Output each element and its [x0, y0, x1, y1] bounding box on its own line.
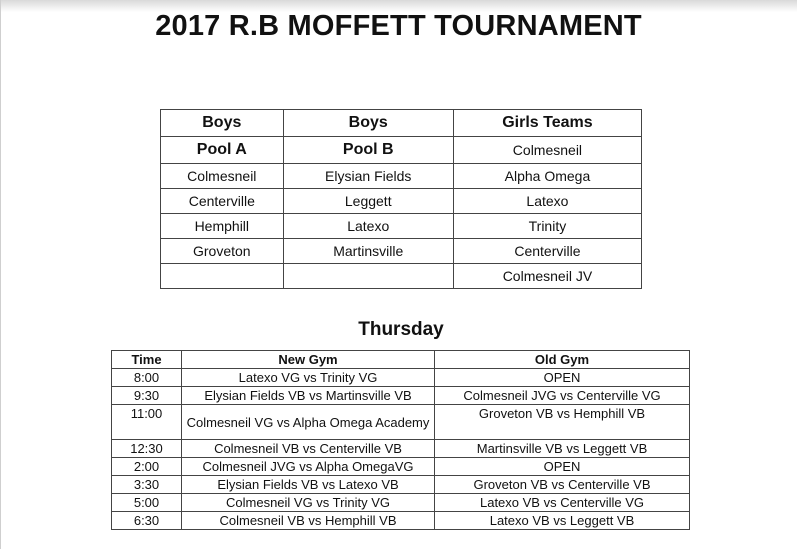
time-cell: 8:00	[112, 369, 182, 387]
old-gym-cell: Latexo VB vs Centerville VG	[435, 494, 690, 512]
team-cell: Centerville	[161, 189, 284, 214]
schedule-row	[112, 369, 690, 387]
left-edge	[0, 0, 1, 549]
new-gym-cell: Colmesneil VB vs Centerville VB	[182, 440, 435, 458]
team-cell: Groveton	[161, 239, 284, 264]
schedule-row	[112, 405, 690, 440]
new-gym-cell: Elysian Fields VB vs Latexo VB	[182, 476, 435, 494]
new-gym-cell: Elysian Fields VB vs Martinsville VB	[182, 387, 435, 405]
old-gym-header: Old Gym	[435, 351, 690, 369]
schedule-row	[112, 440, 690, 458]
team-cell: Centerville	[453, 239, 641, 264]
old-gym-cell: Latexo VB vs Leggett VB	[435, 512, 690, 530]
teams-row	[161, 214, 642, 239]
day-heading: Thursday	[358, 319, 444, 340]
girls-team-cell: Colmesneil	[453, 137, 641, 164]
time-cell: 6:30	[112, 512, 182, 530]
team-cell: Martinsville	[283, 239, 453, 264]
team-cell: Leggett	[283, 189, 453, 214]
team-cell: Trinity	[453, 214, 641, 239]
old-gym-cell: Groveton VB vs Centerville VB	[435, 476, 690, 494]
schedule-row	[112, 458, 690, 476]
new-gym-cell: Latexo VG vs Trinity VG	[182, 369, 435, 387]
team-cell: Hemphill	[161, 214, 284, 239]
teams-row	[161, 189, 642, 214]
team-cell: Colmesneil JV	[453, 264, 641, 289]
teams-header-cell: Boys	[161, 110, 284, 137]
team-cell: Alpha Omega	[453, 164, 641, 189]
schedule-row	[112, 476, 690, 494]
team-cell: Latexo	[453, 189, 641, 214]
team-cell: Colmesneil	[161, 164, 284, 189]
teams-pool-row	[161, 137, 642, 164]
time-cell: 9:30	[112, 387, 182, 405]
teams-header-cell: Boys	[283, 110, 453, 137]
schedule-row	[112, 387, 690, 405]
time-cell: 3:30	[112, 476, 182, 494]
schedule-table	[111, 350, 690, 530]
teams-table	[160, 109, 642, 289]
new-gym-cell: Colmesneil JVG vs Alpha OmegaVG	[182, 458, 435, 476]
team-cell: Latexo	[283, 214, 453, 239]
pool-b-heading: Pool B	[283, 137, 453, 164]
schedule-header-row	[112, 351, 690, 369]
old-gym-cell: OPEN	[435, 369, 690, 387]
teams-row	[161, 264, 642, 289]
time-cell: 12:30	[112, 440, 182, 458]
new-gym-cell: Colmesneil VG vs Trinity VG	[182, 494, 435, 512]
teams-header-cell: Girls Teams	[453, 110, 641, 137]
teams-row	[161, 164, 642, 189]
teams-header-row	[161, 110, 642, 137]
old-gym-cell: OPEN	[435, 458, 690, 476]
new-gym-header: New Gym	[182, 351, 435, 369]
team-cell: Elysian Fields	[283, 164, 453, 189]
time-header: Time	[112, 351, 182, 369]
teams-row	[161, 239, 642, 264]
team-cell	[283, 264, 453, 289]
time-cell: 11:00	[112, 405, 182, 440]
time-cell: 5:00	[112, 494, 182, 512]
new-gym-cell: Colmesneil VG vs Alpha Omega Academy	[182, 405, 435, 440]
schedule-row	[112, 512, 690, 530]
page-title: 2017 R.B MOFFETT TOURNAMENT	[155, 10, 642, 42]
pool-a-heading: Pool A	[161, 137, 284, 164]
new-gym-cell: Colmesneil VB vs Hemphill VB	[182, 512, 435, 530]
time-cell: 2:00	[112, 458, 182, 476]
old-gym-cell: Martinsville VB vs Leggett VB	[435, 440, 690, 458]
old-gym-cell: Groveton VB vs Hemphill VB	[435, 405, 690, 440]
old-gym-cell: Colmesneil JVG vs Centerville VG	[435, 387, 690, 405]
schedule-row	[112, 494, 690, 512]
team-cell	[161, 264, 284, 289]
